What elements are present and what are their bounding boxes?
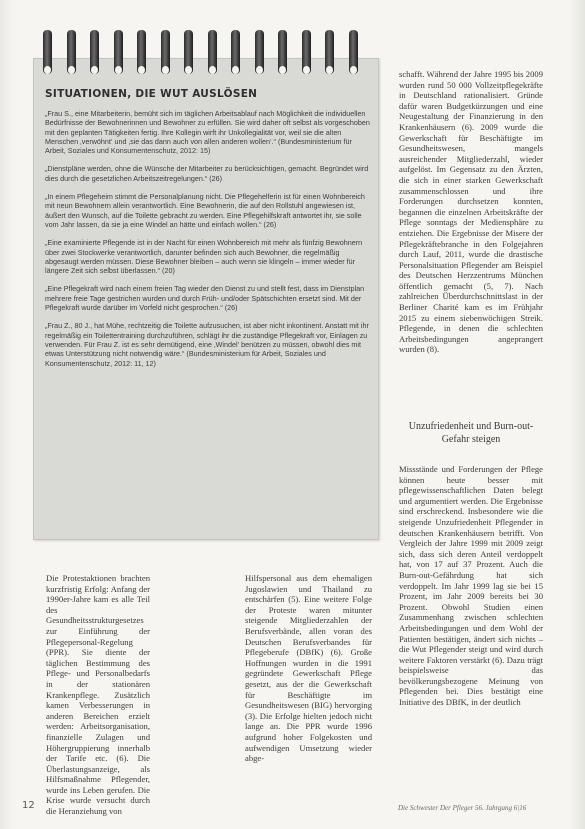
spiral-ring-icon [278,30,287,74]
running-title: Die Schwester Der Pfleger 56. Jahrgang 6|16 [398,804,527,812]
spiral-ring-icon [208,30,217,74]
spiral-ring-icon [43,30,52,74]
body-column-right-top [399,69,543,355]
quote-1: „Frau S., eine Mitarbeiterin, bemüht sich im täglichen Arbeitsablauf nach Möglichkeit die individuellen Bedürfnisse der Bewohnerinnen und Bewohner zu erfüllen. Sie wird daher oft selbst als vorgeschoben mit den geplanten Tätigkeiten fertig. Ihre Kollegin wirft ihr Unkollegialität vor, weil sie die alten Menschen ‚verwöhnt‘ und ‚sie das dann auch von allen anderen wollen‘.“ (Bundesministerium für Arbeit, Soziales und Konsumentenschutz, 2012: 15) [45,109,370,156]
spiral-ring-icon [161,30,170,74]
paragraph: Die Protestaktionen brachten kurzfristig Erfolg: Anfang der 1990er-Jahre kam es alle Teil des Gesundheitsstrukturgesetzes zur Einführung der Pflegepersonal-Regelung (PPR). Sie diente der täglichen Bestimmung des Pflege- und Personalbedarfs in der stationären Krankenpflege. Zusätzlich kamen Verbesserungen in anderen Bereichen erzielt werden: Arbeitsorganisation, finanzielle Zulagen und Höhergruppierung innerhalb der Tarife etc. (6). Die Überlastungsanzeige, als Hilfsmaßnahme Pflegender, wurde ins Leben gerufen. Die Krise wurde versucht durch die Heranziehung von [46,573,150,817]
spiral-ring-icon [231,30,240,74]
body-column-left [46,573,150,817]
spiral-ring-icon [114,30,123,74]
box-title: SITUATIONEN, DIE WUT AUSLÖSEN [45,88,258,100]
body-column-right-bottom [399,464,543,708]
quote-3: „In einem Pflegeheim stimmt die Personalplanung nicht. Die Pflegehelferin ist für einen Wohnbereich mit neun Bewohnern allein verantwortlich. Eine Bewohnerin, die auf den Rollstuhl angewiesen ist, äußert den Wunsch, auf die Toilette gebracht zu werden. Eine Pflegehilfskraft antwortet ihr, sie solle vom Jahr lassen, da sie ja eine Windel an hätte und einfach wollen.“ (26) [45,192,365,229]
spiral-ring-icon [184,30,193,74]
paragraph: Hilfspersonal aus dem ehemaligen Jugoslawien und Thailand zu entschärfen (5). Eine weitere Folge der Proteste waren mitunter steigende Mitgliederzahlen der Berufsverbände, allen voran des Deutschen Berufsverbandes für Pflegeberufe (DBfK) (6). Große Hoffnungen wurden in die 1991 gegründete Gewerkschaft Pflege gesetzt, aus der die Gewerkschaft für Beschäftigte im Gesundheitswesen (BIG) hervorging (3). Die Erfolge hielten jedoch nicht lange an. Die PPR wurde 1996 aufgrund hoher Folgekosten und aufwendigen Umsetzung wieder abge- [245,573,372,764]
spiral-ring-icon [90,30,99,74]
section-heading: Unzufriedenheit und Burn-out-Gefahr steigen [408,421,534,445]
quote-4: „Eine examinierte Pflegende ist in der Nacht für einen Wohnbereich mit mehr als fünfzig Bewohnern über zwei Stockwerke verantwortlich, darunter befinden sich auch Bewohner, die regelmäßig abgesaugt werden müssen. Diese Bewohner bleiben – auch wenn sie klingeln – immer wieder für längere Zeit sich selbst überlassen.“ (20) [45,238,363,276]
paragraph: schafft. Während der Jahre 1995 bis 2009 wurden rund 50 000 Vollzeitpflegekräfte in Deutschland rationalisiert. Gründe dafür waren Budgetkürzungen und eine Neugestaltung der Finanzierung in den Krankenhäusern (6). 2009 wurde die Gewerkschaft für Beschäftigte im Gesundheitswesen, mangels ausreichender Mitgliederzahl, wieder aufgelöst. Im Gegensatz zu den Ärzten, die sich in einer starken Gewerkschaft zusammenschlossen und ihre Forderungen durchsetzen konnten, begannen die einzelnen Arbeitskräfte der Pflege sonntags der Mediensphäre zu entziehen. Die Ergebnisse der Misere der Pflegekräftebranche in den Folgejahren durch Lauf, 2011, wurde die drastische Personalsituation Pflegender am Beispiel des Deutschen Herzzentrums München öffentlich gemacht (5, 7). Nach zahlreichen Überdurchschnittslast in der Berliner Charité kam es im Frühjahr 2015 zu einem siebenwöchigen Streik. Pflegende, in denen die schlechten Arbeitsbedingungen angeprangert wurden (8). [399,69,543,355]
notepad-content [45,88,371,377]
spiral-ring-icon [67,30,76,74]
spiral-ring-icon [325,30,334,74]
body-column-middle [245,573,372,764]
spiral-ring-icon [349,30,358,74]
quote-2: „Dienstpläne werden, ohne die Wünsche der Mitarbeiter zu berücksichtigen, gemacht. Begründet wird dies durch die gesetzlichen Arbeitszeitregelungen.“ (26) [45,164,369,183]
spiral-ring-icon [137,30,146,74]
quote-6: „Frau Z., 80 J., hat Mühe, rechtzeitig die Toilette aufzusuchen, ist aber nicht inkontinent. Anstatt mit ihr regelmäßig ein Toilettentraining durchzuführen, schlägt ihr die zuständige Pflegekraft vor, Einlagen zu verwenden. Für Frau Z. ist es sehr demütigend, eine ‚Windel‘ benützen zu müssen, obwohl dies mit etwas Unterstützung nicht notwendig wäre.“ (Bundesministerium für Arbeit, Soziales und Konsumentenschutz, 2012: 11, 12) [45,321,369,368]
paragraph: Missstände und Forderungen der Pflege können heute besser mit pflegewissenschaftlichen Daten belegt und argumentiert werden. Die Ergebnisse sind erschreckend. Insbesondere wie die steigende Unzufriedenheit Pflegender in deutschen Krankenhäusern betrifft. Von Vergleich der Jahre 1999 mit 2009 zeigt sich, dass sich deren Anteil verdoppelt hat, von 17 auf 37 Prozent. Auch die Burn-out-Gefährdung hat sich verdoppelt. Im Jahr 1999 lag sie bei 15 Prozent, im Jahr 2009 bereits bei 30 Prozent. Obwohl Studien einen Zusammenhang zwischen schlechten Arbeitsbedingungen und dem Wohl der Patienten bestätigen, ändert sich nichts – die Wut Pflegender steigt und wird durch weitere Faktoren verstärkt (6). Dazu trägt beispielsweise das bevölkerungsbezogene Meinung von Pflegenden bei. Dies bestätigt eine Initiative des DBfK, in der deutlich [399,464,543,708]
spiral-ring-icon [255,30,264,74]
spiral-binding [37,30,377,78]
page-number: 12 [22,800,35,811]
quote-5: „Eine Pflegekraft wird nach einem freien Tag wieder den Dienst zu und stellt fest, dass im Dienstplan mehrere freie Tage gestrichen wurden und durch Früh- und/oder Spätschichten ersetzt sind. Mit der Pflegekraft wurde darüber im Vorfeld nicht gesprochen.“ (26) [45,284,365,313]
spiral-ring-icon [302,30,311,74]
